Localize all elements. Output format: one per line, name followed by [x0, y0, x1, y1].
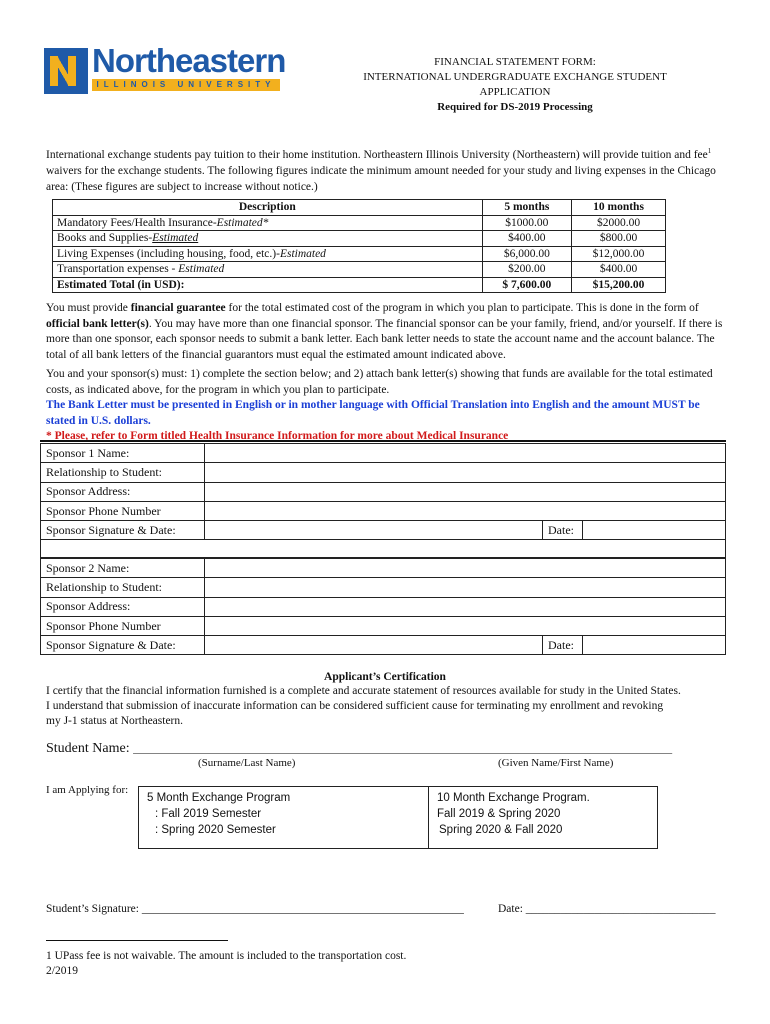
sponsor-1-name-label: Sponsor 1 Name:: [41, 444, 205, 463]
sponsor-2-phone-field[interactable]: [205, 616, 726, 635]
footnote: [46, 949, 406, 979]
sponsor-2-date-field[interactable]: [583, 636, 726, 655]
sponsor-1-relationship-label: Relationship to Student:: [41, 463, 205, 482]
form-subtitle-cont: APPLICATION: [479, 86, 551, 98]
sponsor-2-relationship-field[interactable]: [205, 578, 726, 597]
logo-subtitle: ILLINOIS UNIVERSITY: [92, 79, 280, 91]
sponsor-2-name-field[interactable]: [205, 559, 726, 578]
surname-label: (Surname/Last Name): [198, 757, 296, 769]
five-month-program-option[interactable]: [139, 787, 429, 849]
sponsor-spacer: [40, 539, 726, 558]
cost-table: [52, 199, 666, 293]
footnote-divider: [46, 940, 228, 941]
sponsor-2-relationship-label: Relationship to Student:: [41, 578, 205, 597]
sponsor-1-phone-label: Sponsor Phone Number: [41, 501, 205, 520]
row-10-month-value: $12,000.00: [572, 246, 666, 262]
row-5-month-value: $1000.00: [482, 215, 571, 231]
row-5-month-value: $400.00: [482, 231, 571, 247]
sponsor-1-address-field[interactable]: [205, 482, 726, 501]
applying-for-label: I am Applying for:: [46, 784, 129, 796]
row-10-month-value: $400.00: [572, 262, 666, 278]
university-logo-icon: [44, 48, 88, 94]
total-5-months: $ 7,600.00: [482, 277, 571, 293]
sponsor-2-signature-label: Sponsor Signature & Date:: [41, 636, 205, 655]
table-row: [53, 215, 666, 231]
sponsor-2-signature-field[interactable]: [205, 636, 543, 655]
student-date-row[interactable]: [498, 903, 716, 915]
intro-paragraph: International exchange students pay tuition to their home institution. Northeastern Illinois University (Northeastern) will provide tuition and fee$^1$ waivers for the exchange students. The following figures indicate the minimum amount needed for your study and living expenses in the Chicago area: (These figures are subject to increase without notice.): [46, 147, 716, 193]
insurance-note: * Please, refer to Form titled Health Insurance Information for more about Medical Insurance: [46, 430, 509, 442]
certification-line: my J-1 status at Northeastern.: [46, 715, 184, 727]
sponsor-1-table: [40, 443, 726, 540]
instructions-text: You and your sponsor(s) must: 1) complete the section below; and 2) attach bank letter(s) showing that funds are available for the total estimated costs, as indicated above, for the program in which you plan to participate.: [46, 368, 713, 396]
section-divider: [40, 440, 726, 442]
certification-title: Applicant’s Certification: [324, 671, 446, 683]
student-signature-label: Student’s Signature:: [46, 903, 142, 915]
northeastern-logo: [44, 42, 286, 98]
certification-text: [46, 684, 736, 729]
row-10-month-value: $2000.00: [572, 215, 666, 231]
student-signature-row[interactable]: [46, 903, 464, 915]
program-options-table: [138, 786, 658, 849]
total-row: [53, 277, 666, 293]
sponsor-1-name-field[interactable]: [205, 444, 726, 463]
col-description: Description: [53, 200, 483, 216]
row-5-month-value: $200.00: [482, 262, 571, 278]
student-signature-line[interactable]: ________________________________________________________: [141, 903, 464, 915]
sponsor-2-address-field[interactable]: [205, 597, 726, 616]
sponsor-1-phone-field[interactable]: [205, 501, 726, 520]
cost-table-header: [53, 200, 666, 216]
total-10-months: $15,200.00: [572, 277, 666, 293]
ten-month-program-title: 10 Month Exchange Program.: [437, 792, 590, 804]
footnote-text: 1 UPass fee is not waivable. The amount is included to the transportation cost.: [46, 950, 407, 962]
col-5-months: 5 months: [482, 200, 571, 216]
row-description: Living Expenses (including housing, food, etc.)-Estimated: [53, 246, 483, 262]
sponsor-2-date-label: Date:: [543, 636, 583, 655]
student-name-line[interactable]: __________________________________________________________________________________________________: [133, 743, 673, 755]
sponsor-1-date-field[interactable]: [583, 521, 726, 540]
sponsor-2-phone-label: Sponsor Phone Number: [41, 616, 205, 635]
ten-month-spring-fall-option[interactable]: Spring 2020 & Fall 2020: [439, 824, 563, 836]
row-description: Books and Supplies-Estimated: [53, 231, 483, 247]
guarantee-paragraph: You must provide financial guarantee for the total estimated cost of the program in which you plan to participate. This is done in the form of official bank letter(s). You may have more than one financial sponsor. The financial sponsor can be your family, friend, and/or yourself. If there is more than one sponsor, each sponsor needs to submit a bank letter. Each bank letter needs to state the account name and the account balance. The total of all bank letters of the financial guarantors must equal the estimated amount indicated above.: [46, 302, 723, 361]
instructions-paragraph: [46, 367, 730, 445]
table-row: [53, 231, 666, 247]
form-title: FINANCIAL STATEMENT FORM:: [434, 56, 596, 68]
five-month-fall-option[interactable]: : Fall 2019 Semester: [155, 808, 262, 820]
revision-date: 2/2019: [46, 965, 78, 977]
bank-letter-note: The Bank Letter must be presented in English or in mother language with Official Translation into English and the amount MUST be stated in U.S. dollars.: [46, 399, 700, 427]
col-10-months: 10 months: [572, 200, 666, 216]
given-name-label: (Given Name/First Name): [498, 757, 614, 769]
row-10-month-value: $800.00: [572, 231, 666, 247]
logo-wordmark: Northeastern: [92, 42, 286, 79]
sponsor-2-address-label: Sponsor Address:: [41, 597, 205, 616]
ten-month-program-option[interactable]: [429, 787, 658, 849]
five-month-program-title: 5 Month Exchange Program: [147, 792, 291, 804]
student-date-label: Date:: [498, 903, 526, 915]
student-name-row[interactable]: [46, 741, 726, 757]
certification-line: I understand that submission of inaccurate information can be considered sufficient cause for terminating my enrollment and revoking: [46, 700, 664, 712]
sponsor-1-relationship-field[interactable]: [205, 463, 726, 482]
five-month-spring-option[interactable]: : Spring 2020 Semester: [155, 824, 276, 836]
sponsor-2-table: [40, 558, 726, 655]
certification-line: I certify that the financial information furnished is a complete and accurate statement of resources available for study in the United States.: [46, 685, 681, 697]
row-description: Transportation expenses - Estimated: [53, 262, 483, 278]
sponsor-2-name-label: Sponsor 2 Name:: [41, 559, 205, 578]
table-row: [53, 262, 666, 278]
sponsor-1-signature-field[interactable]: [205, 521, 543, 540]
student-date-line[interactable]: _________________________________: [525, 903, 716, 915]
form-header: [320, 55, 710, 115]
form-subtitle: INTERNATIONAL UNDERGRADUATE EXCHANGE STUDENT: [363, 71, 667, 83]
form-requirement: Required for DS-2019 Processing: [437, 101, 593, 113]
row-5-month-value: $6,000.00: [482, 246, 571, 262]
total-label: Estimated Total (in USD):: [53, 277, 483, 293]
ten-month-fall-spring-option[interactable]: Fall 2019 & Spring 2020: [437, 808, 561, 820]
sponsor-1-date-label: Date:: [543, 521, 583, 540]
table-row: [53, 246, 666, 262]
student-name-label: Student Name:: [46, 741, 134, 756]
sponsor-1-signature-label: Sponsor Signature & Date:: [41, 521, 205, 540]
sponsor-1-address-label: Sponsor Address:: [41, 482, 205, 501]
row-description: Mandatory Fees/Health Insurance-Estimated*: [53, 215, 483, 231]
